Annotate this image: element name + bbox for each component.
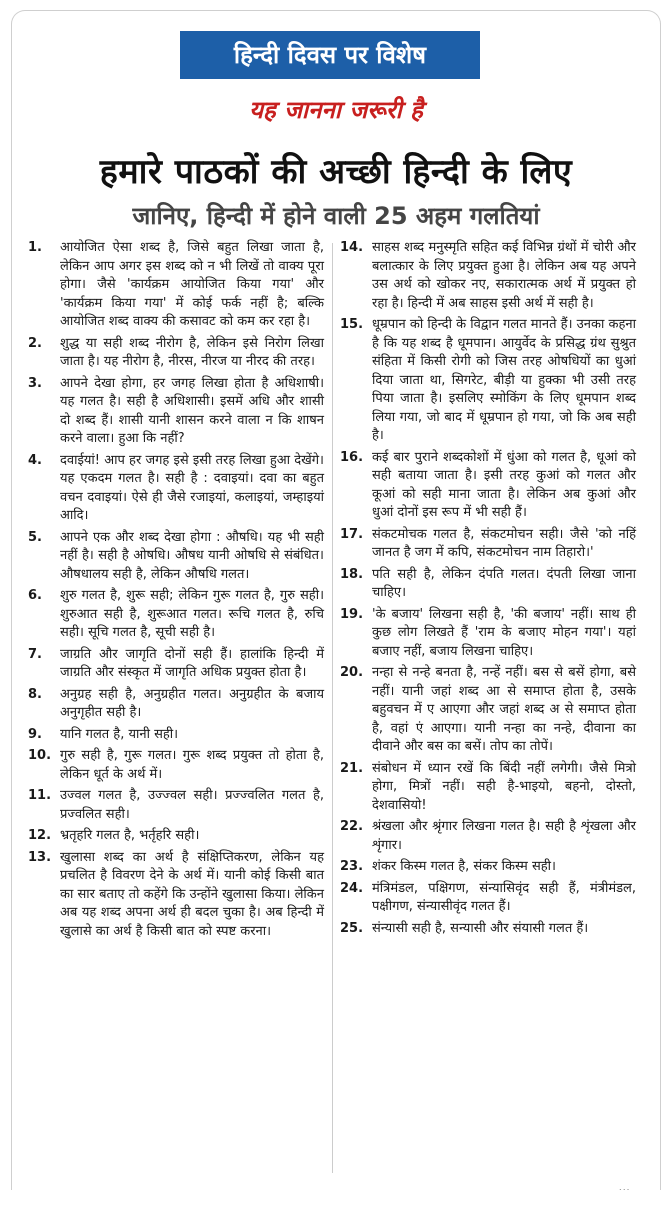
item-text: संकटमोचक गलत है, संकटमोचन सही। जैसे 'को नहिं जानत है जग में कपि, संकटमोचन नाम तिहारो।'	[372, 526, 636, 560]
item-number: 12.	[28, 828, 52, 843]
list-item	[340, 606, 636, 662]
item-number: 20.	[340, 665, 364, 680]
page-title: हमारे पाठकों की अच्छी हिन्दी के लिए	[99, 152, 573, 192]
item-number: 14.	[340, 240, 364, 255]
item-text: संबोधन में ध्यान रखें कि बिंदी नहीं लगेगी। जैसे मित्रो होगा, मित्रों नहीं। सही है-भाइयो, बहनो, दोस्तो, देशवासियो!	[372, 760, 636, 813]
item-text: आपने देखा होगा, हर जगह लिखा होता है अधिशाषी। यह गलत है। सही है अधिशासी। इसमें अधि और शासी दो शब्द हैं। शासी यानी शासन करने वाला न कि शाषन करने वाला। हुआ कि नहीं?	[60, 375, 324, 446]
item-text: दवाईयां! आप हर जगह इसे इसी तरह लिखा हुआ देखेंगे। यह एकदम गलत है। सही है : दवाइयां। दवा का बहुत वचन दवाइयां। ऐसे ही जैसे रजाइयां, कलाइयां, जम्हाइयां आदि।	[60, 452, 324, 523]
list-item	[28, 787, 324, 824]
item-number: 15.	[340, 317, 364, 332]
item-number: 13.	[28, 849, 52, 865]
item-number: 8.	[28, 686, 42, 702]
list-item	[340, 664, 636, 757]
item-text: संन्यासी सही है, सन्यासी और संयासी गलत हैं।	[372, 920, 589, 936]
item-number: 21.	[340, 760, 364, 776]
list-item	[340, 858, 636, 877]
item-text: धूम्रपान को हिन्दी के विद्वान गलत मानते हैं। उनका कहना है कि यह शब्द है धूमपान। आयुर्वेद के प्रसिद्ध ग्रंथ सुश्रुत संहिता में किसी रोगी को जिस तरह ओषधियों का धुआं दिया जाता था, सिगरेट, बीड़ी या हुक्का भी उसी तरह पिया जाता है। इसलिए स्मोकिंग के लिए धूमपान शब्द लिया गया, जो बाद में धूम्रपान हो गया, जो कि अब सही है।	[372, 317, 636, 443]
item-text: भ्रतृहरि गलत है, भर्तृहरि सही।	[60, 828, 200, 843]
list-item	[340, 920, 636, 939]
item-number: 22.	[340, 819, 364, 834]
item-number: 11.	[28, 788, 52, 803]
list-item	[340, 239, 636, 313]
item-text: आपने एक और शब्द देखा होगा : औषधि। यह भी सही नहीं है। सही है ओषधि। औषध यानी ओषधि से संबंधित। औषधालय सही है, लेकिन औषधि गलत।	[60, 529, 324, 582]
item-text: शुरु गलत है, शुरू सही; लेकिन गुरू गलत है, गुरु सही। शुरुआत सही है, शुरूआत गलत। रूचि गलत है, रुचि सही। सूचि गलत है, सूची सही है।	[60, 588, 324, 640]
item-text: यानि गलत है, यानी सही।	[60, 726, 179, 742]
item-number: 24.	[340, 880, 364, 896]
list-item	[28, 587, 324, 643]
item-text: अनुग्रह सही है, अनुग्रहीत गलत। अनुग्रहीत के बजाय अनुगृहीत सही है।	[60, 686, 324, 720]
item-text: खुलासा शब्द का अर्थ है संक्षिप्तिकरण, लेकिन यह प्रचलित है विवरण देने के अर्थ में। यानी कोई किसी बात का सार बताए तो कहेंगे कि उन्होंने खुलासा किया। लेकिन अब यह शब्द अपना अर्थ ही बदल चुका है। अब हिन्दी में खुलासे का अर्थ है किसी बात को स्पष्ट करना।	[60, 849, 324, 939]
item-text: आयोजित ऐसा शब्द है, जिसे बहुत लिखा जाता है, लेकिन आप अगर इस शब्द को न भी लिखें तो वाक्य पूरा होगा। जैसे 'कार्यक्रम आयोजित किया गया' और 'कार्यक्रम किया गया' में कोई फर्क नहीं है; बल्कि आयोजित शब्द वाक्य की कसावट को कम कर रहा है।	[60, 240, 324, 329]
subheading: यह जानना जरूरी है	[249, 96, 423, 124]
list-item	[28, 686, 324, 723]
item-number: 5.	[28, 529, 42, 545]
list-item	[340, 566, 636, 603]
item-text: मंत्रिमंडल, पक्षिगण, संन्यासिवृंद सही हैं, मंत्रीमंडल, पक्षीगण, संन्यासीवृंद गलत हैं।	[372, 880, 636, 914]
item-text: उज्वल गलत है, उज्ज्वल सही। प्रज्ज्वलित गलत है, प्रज्वलित सही।	[60, 788, 324, 822]
item-text: 'के बजाय' लिखना सही है, 'की बजाय' नहीं। साथ ही कुछ लोग लिखते हैं 'राम के बजाए मोहन गया'। यहां बजाए नहीं, बजाय लिखना चाहिए।	[372, 606, 636, 659]
item-number: 4.	[28, 452, 42, 468]
list-item	[28, 529, 324, 585]
item-text: साहस शब्द मनुस्मृति सहित कई विभिन्न ग्रंथों में चोरी और बलात्कार के लिए प्रयुक्त हुआ है। लेकिन अब यह अपने उस अर्थ को खोकर नए, सकारात्मक अर्थ में प्रयुक्त हो रहा है। हिन्दी में अब साहस इसी अर्थ में सही है।	[372, 240, 636, 311]
item-text: जाग्रति और जागृति दोनों सही हैं। हालांकि हिन्दी में जाग्रति और संस्कृत में जागृति अधिक प्रयुक्त होता है।	[60, 646, 324, 680]
item-number: 16.	[340, 449, 364, 465]
list-item	[340, 526, 636, 563]
newspaper-clipping	[11, 10, 661, 1190]
item-number: 10.	[28, 748, 52, 763]
list-item	[28, 452, 324, 526]
item-number: 2.	[28, 335, 42, 351]
article-columns	[28, 239, 648, 1179]
list-item	[340, 818, 636, 855]
item-number: 17.	[340, 526, 364, 542]
list-item	[340, 449, 636, 523]
list-item	[28, 335, 324, 372]
item-number: 1.	[28, 240, 42, 255]
item-text: गुरु सही है, गुरू गलत। गुरू शब्द प्रयुक्त तो होता है, लेकिन धूर्त के अर्थ में।	[60, 748, 324, 782]
column-divider	[332, 243, 333, 1173]
item-number: 23.	[340, 859, 364, 874]
item-text: कई बार पुराने शब्दकोशों में धुंआ को गलत है, धूआं को सही बताया जाता है। इसी तरह कुआं को गलत और कूआं को सही माना जाता है। लेकिन अब कुआं और धुआं दोनों इस रूप में भी सही हैं।	[372, 449, 636, 520]
right-column	[340, 239, 636, 1179]
item-number: 19.	[340, 606, 364, 622]
list-item	[28, 726, 324, 745]
item-number: 9.	[28, 726, 42, 742]
item-text: श्रंखला और श्रृंगार लिखना गलत है। सही है शृंखला और शृंगार।	[372, 819, 636, 853]
item-text: नन्हा से नन्हे बनता है, नन्हें नहीं। बस से बसें होगा, बसे नहीं। यानी जहां शब्द आ से समाप्त होता है, उसके बहुवचन में ए आएगा और जहां शब्द अ से समाप्त होता है, वहां एं आएगा। यानी नन्हा का नन्हे, दीवाना का दीवाने और बस का बसें। तोप का तोपें।	[372, 665, 636, 754]
footer-fragment: ...	[618, 1180, 630, 1190]
item-number: 6.	[28, 588, 42, 603]
list-item	[28, 646, 324, 683]
item-text: शुद्ध या सही शब्द नीरोग है, लेकिन इसे निरोग लिखा जाता है। यह नीरोग है, नीरस, नीरज या नीरद की तरह।	[60, 335, 324, 369]
item-text: पति सही है, लेकिन दंपति गलत। दंपती लिखा जाना चाहिए।	[372, 566, 636, 600]
list-item	[28, 375, 324, 449]
section-banner: हिन्दी दिवस पर विशेष	[180, 31, 480, 79]
item-number: 7.	[28, 646, 42, 662]
list-item	[340, 880, 636, 917]
item-number: 18.	[340, 566, 364, 582]
list-item	[28, 827, 324, 846]
list-item	[28, 747, 324, 784]
list-item	[340, 760, 636, 816]
item-text: शंकर किस्म गलत है, संकर किस्म सही।	[372, 859, 556, 874]
item-number: 25.	[340, 920, 364, 936]
list-item	[340, 316, 636, 446]
item-number: 3.	[28, 375, 42, 391]
left-column	[28, 239, 324, 1179]
list-item	[28, 239, 324, 332]
list-item	[28, 849, 324, 942]
tagline: जानिए, हिन्दी में होने वाली 25 अहम गलतियां	[132, 202, 540, 230]
